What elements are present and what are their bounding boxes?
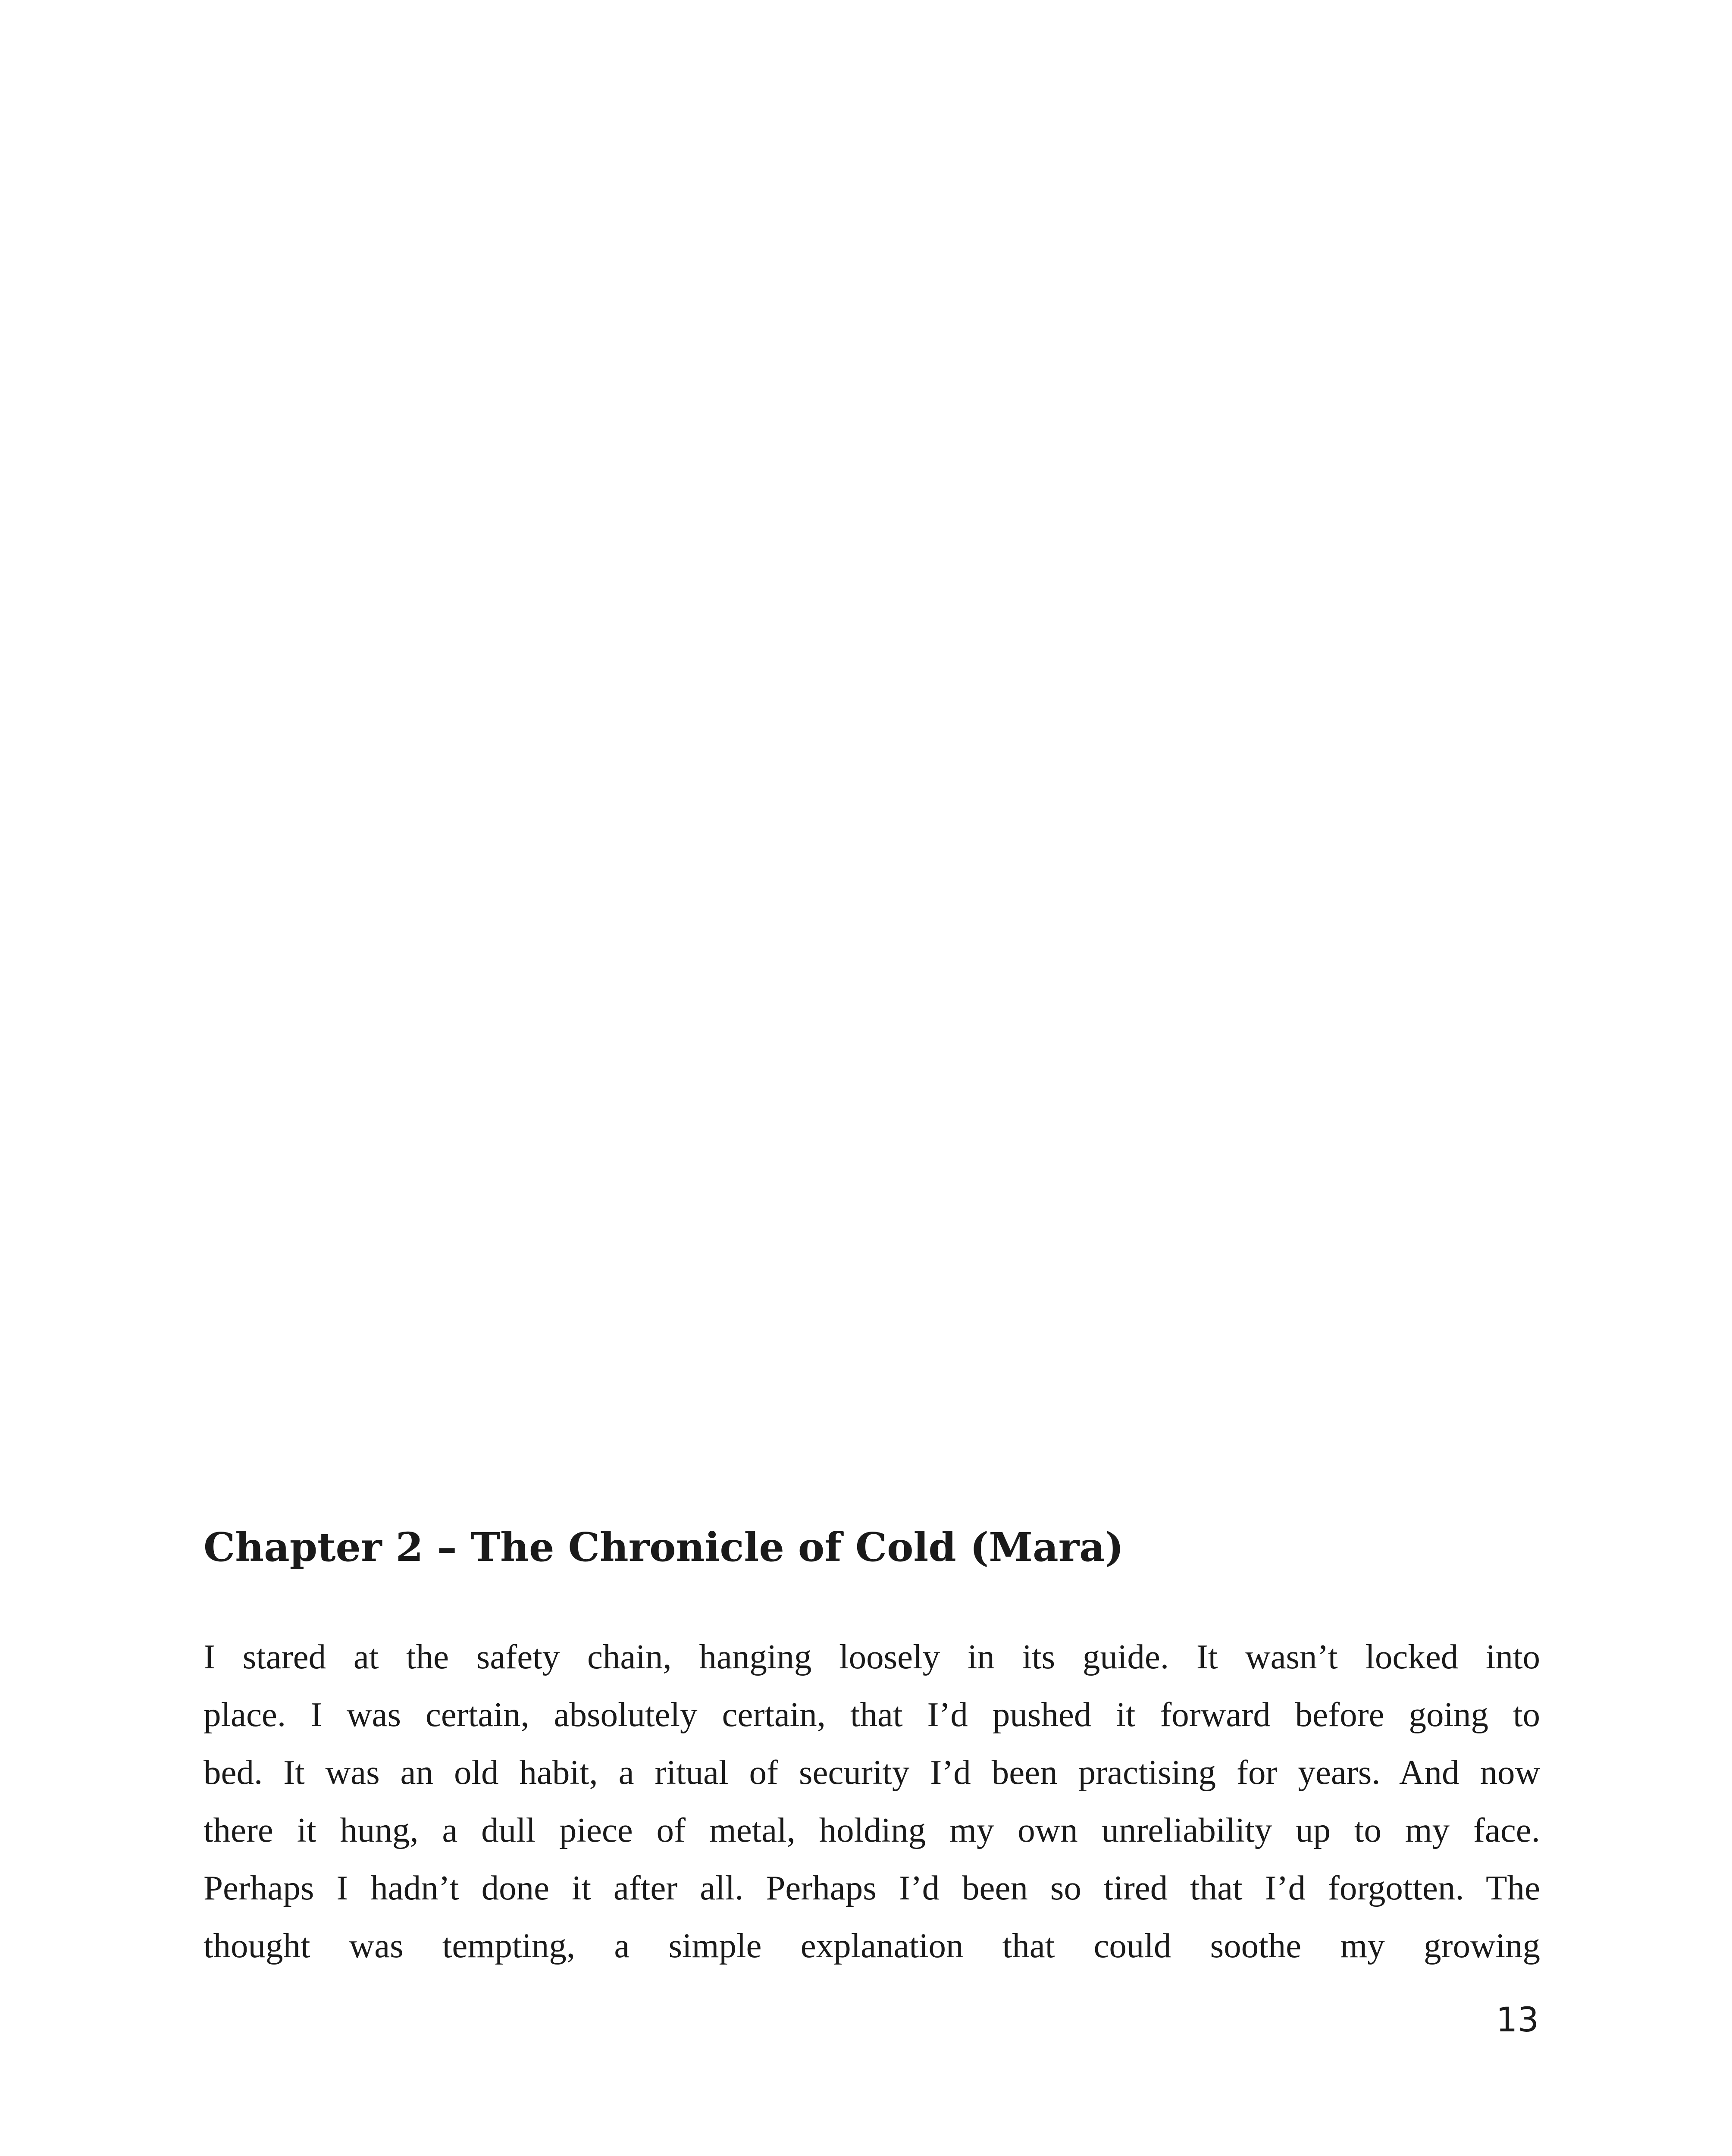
paragraph-line: place. I was certain, absolutely certain, that I’d pushed it forward before going to <box>204 1695 1540 1734</box>
paragraph-line: thought was tempting, a simple explanation that could soothe my growing <box>204 1926 1540 1965</box>
page-number: 13 <box>1496 2001 1539 2040</box>
paragraph-line: bed. It was an old habit, a ritual of security I’d been practising for years. And now <box>204 1753 1540 1792</box>
paragraph-line: I stared at the safety chain, hanging loosely in its guide. It wasn’t locked into <box>204 1637 1540 1676</box>
paragraph-line: there it hung, a dull piece of metal, holding my own unreliability up to my face. <box>204 1811 1540 1849</box>
chapter-body-paragraph <box>204 1628 1540 1974</box>
chapter-title: Chapter 2 – The Chronicle of Cold (Mara) <box>204 1524 1124 1570</box>
paragraph-line: Perhaps I hadn’t done it after all. Perhaps I’d been so tired that I’d forgotten. The <box>204 1868 1540 1907</box>
